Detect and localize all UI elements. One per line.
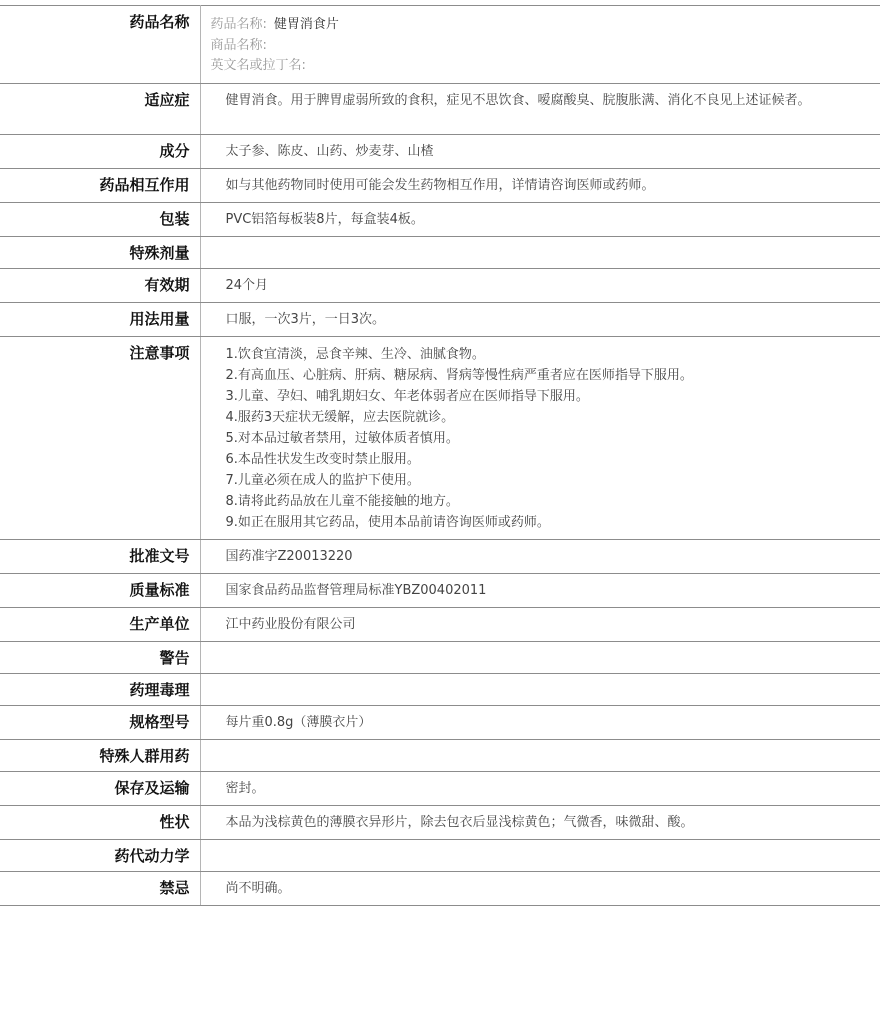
row-shelf-life xyxy=(0,268,880,302)
row-label: 成分 xyxy=(0,134,200,168)
row-value: 太子参、陈皮、山药、炒麦芽、山楂 xyxy=(200,134,880,168)
precaution-item: 3.儿童、孕妇、哺乳期妇女、年老体弱者应在医师指导下服用。 xyxy=(225,388,589,404)
row-label: 药理毒理 xyxy=(0,673,200,705)
drug-info-table xyxy=(0,5,880,906)
precaution-item: 4.服药3天症状无缓解，应去医院就诊。 xyxy=(225,409,455,425)
row-label: 禁忌 xyxy=(0,871,200,905)
field-key: 英文名或拉丁名: xyxy=(210,58,306,73)
row-pharmacokinetics xyxy=(0,839,880,871)
precaution-item: 9.如正在服用其它药品，使用本品前请咨询医师或药师。 xyxy=(225,514,550,530)
trade-name-field xyxy=(211,36,861,57)
row-value: 口服，一次3片，一日3次。 xyxy=(200,302,880,336)
precaution-item: 5.对本品过敏者禁用，过敏体质者慎用。 xyxy=(225,430,459,446)
generic-name-field xyxy=(211,15,861,36)
row-value: 密封。 xyxy=(200,771,880,805)
latin-name-field xyxy=(211,56,861,77)
row-label: 规格型号 xyxy=(0,705,200,739)
row-value xyxy=(200,739,880,771)
row-manufacturer xyxy=(0,607,880,641)
precaution-item: 6.本品性状发生改变时禁止服用。 xyxy=(225,451,420,467)
row-indications xyxy=(0,83,880,134)
row-interactions xyxy=(0,168,880,202)
row-label: 药代动力学 xyxy=(0,839,200,871)
row-value: PVC铝箔每板装8片，每盒装4板。 xyxy=(200,202,880,236)
row-approval-number xyxy=(0,539,880,573)
row-value: 本品为浅棕黄色的薄膜衣异形片，除去包衣后显浅棕黄色；气微香，味微甜、酸。 xyxy=(200,805,880,839)
row-label: 警告 xyxy=(0,641,200,673)
row-label: 适应症 xyxy=(0,83,200,134)
row-contraindications xyxy=(0,871,880,905)
row-value: 江中药业股份有限公司 xyxy=(200,607,880,641)
row-label: 特殊剂量 xyxy=(0,236,200,268)
row-value: 24个月 xyxy=(200,268,880,302)
row-warning xyxy=(0,641,880,673)
row-value xyxy=(200,839,880,871)
precaution-item: 7.儿童必须在成人的监护下使用。 xyxy=(225,472,420,488)
row-special-populations xyxy=(0,739,880,771)
row-pharmacology-toxicology xyxy=(0,673,880,705)
precaution-item: 2.有高血压、心脏病、肝病、糖尿病、肾病等慢性病严重者应在医师指导下服用。 xyxy=(225,367,693,383)
drug-name-fields xyxy=(200,6,880,84)
precaution-item: 8.请将此药品放在儿童不能接触的地方。 xyxy=(225,493,459,509)
row-label: 包装 xyxy=(0,202,200,236)
row-value xyxy=(200,236,880,268)
row-label: 有效期 xyxy=(0,268,200,302)
row-value: 国家食品药品监督管理局标准YBZ00402011 xyxy=(200,573,880,607)
row-value: 国药准字Z20013220 xyxy=(200,539,880,573)
field-key: 药品名称: xyxy=(210,17,267,32)
row-label: 特殊人群用药 xyxy=(0,739,200,771)
row-label: 生产单位 xyxy=(0,607,200,641)
row-value: 健胃消食。用于脾胃虚弱所致的食积，症见不思饮食、嗳腐酸臭、脘腹胀满、消化不良见上述证候者。 xyxy=(200,83,880,134)
row-storage xyxy=(0,771,880,805)
row-label: 质量标准 xyxy=(0,573,200,607)
row-value: 尚不明确。 xyxy=(200,871,880,905)
row-specification xyxy=(0,705,880,739)
row-label: 保存及运输 xyxy=(0,771,200,805)
row-description xyxy=(0,805,880,839)
row-precautions xyxy=(0,336,880,539)
row-drug-name xyxy=(0,6,880,84)
row-value: 如与其他药物同时使用可能会发生药物相互作用，详情请咨询医师或药师。 xyxy=(200,168,880,202)
row-special-dosage xyxy=(0,236,880,268)
row-label: 药品名称 xyxy=(0,6,200,84)
row-label: 批准文号 xyxy=(0,539,200,573)
row-value xyxy=(200,673,880,705)
field-value: 健胃消食片 xyxy=(273,17,339,32)
row-packaging xyxy=(0,202,880,236)
precaution-item: 1.饮食宜清淡，忌食辛辣、生冷、油腻食物。 xyxy=(225,346,485,362)
row-dosage xyxy=(0,302,880,336)
row-value: 每片重0.8g（薄膜衣片） xyxy=(200,705,880,739)
row-value xyxy=(200,641,880,673)
row-label: 用法用量 xyxy=(0,302,200,336)
field-key: 商品名称: xyxy=(210,37,267,53)
row-label: 注意事项 xyxy=(0,336,200,539)
row-label: 药品相互作用 xyxy=(0,168,200,202)
row-quality-standard xyxy=(0,573,880,607)
precautions-list xyxy=(200,336,880,539)
row-label: 性状 xyxy=(0,805,200,839)
row-ingredients xyxy=(0,134,880,168)
